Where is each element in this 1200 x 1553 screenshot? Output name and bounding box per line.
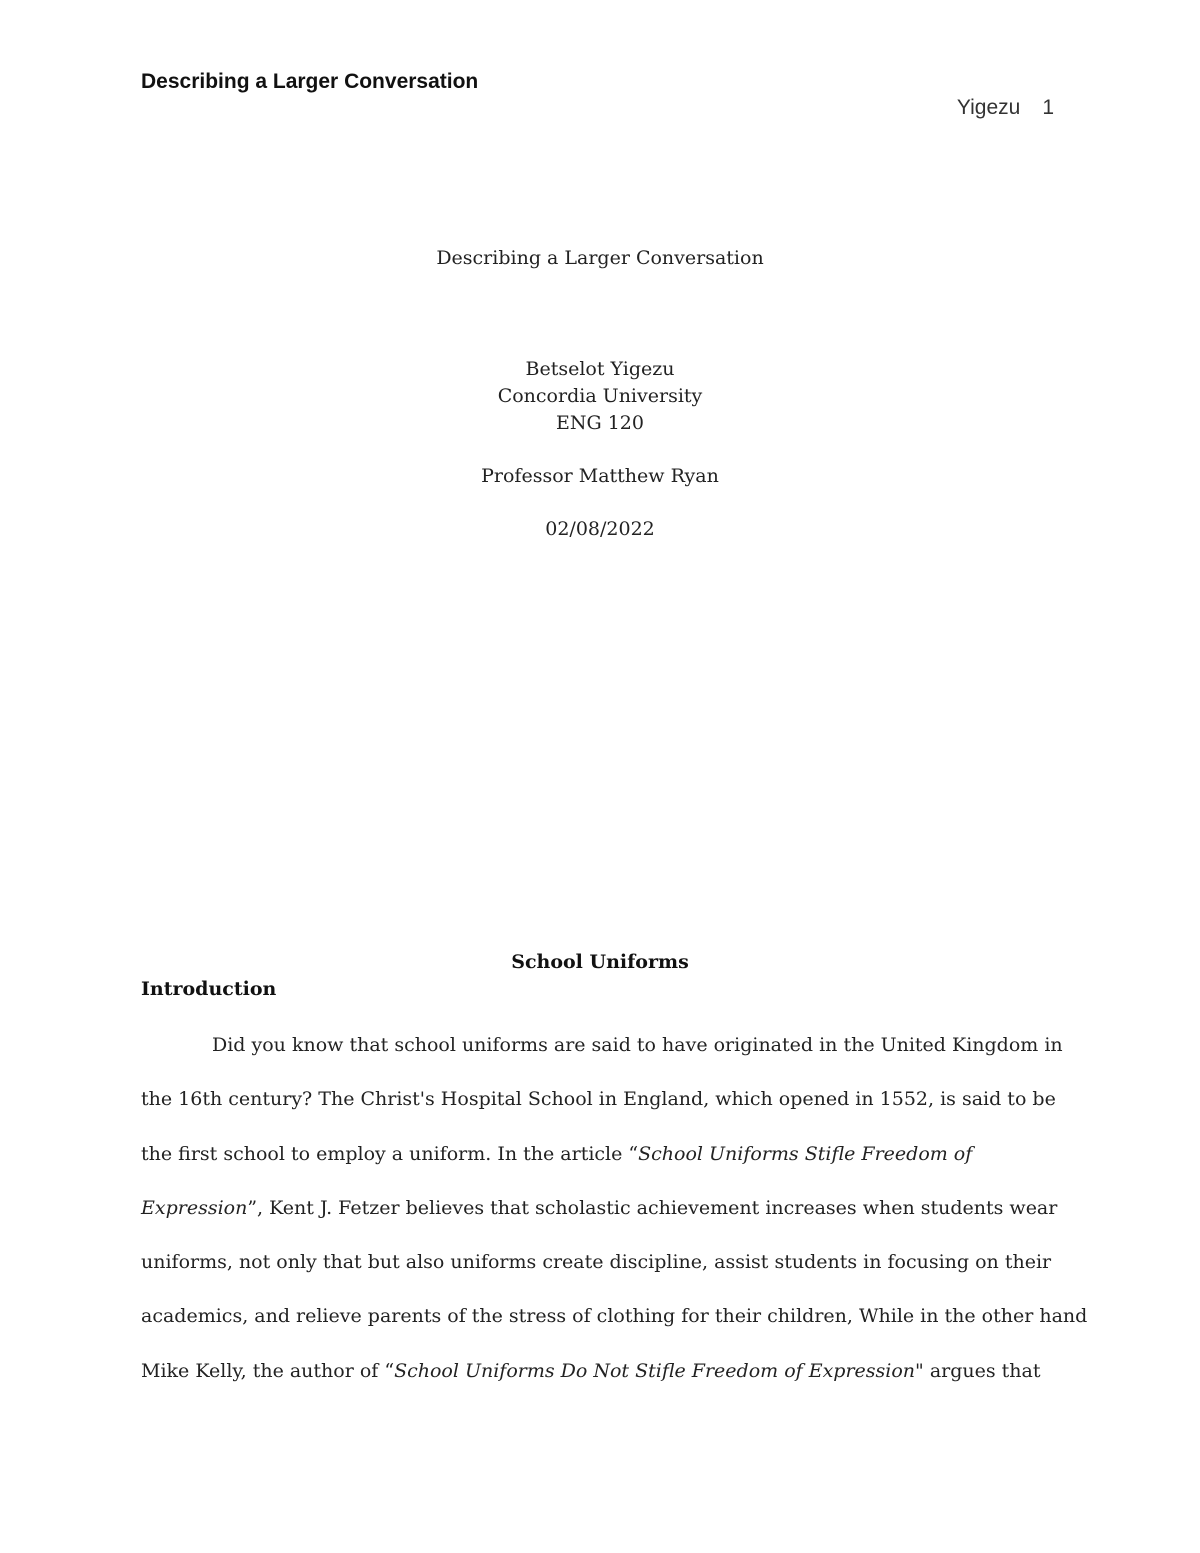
- submission-date: 02/08/2022: [545, 518, 655, 540]
- line-text: the first school to employ a uniform. In the article “: [141, 1142, 639, 1165]
- line-text: ”, Kent J. Fetzer believes that scholastic achievement increases when students wear: [247, 1196, 1058, 1219]
- introduction-paragraph: [141, 1030, 1088, 1410]
- page-number: 1: [1042, 96, 1054, 119]
- course-code: ENG 120: [556, 412, 644, 434]
- author-name: Betselot Yigezu: [525, 358, 675, 380]
- professor-name: Professor Matthew Ryan: [481, 465, 719, 487]
- paragraph-line: the 16th century? The Christ's Hospital School in England, which opened in 1552, is said to be: [141, 1088, 1056, 1111]
- article-title-fetzer-cont: Expression: [141, 1196, 248, 1219]
- title-page-title: Describing a Larger Conversation: [436, 247, 764, 269]
- running-head: [957, 96, 1054, 120]
- paragraph-line: [141, 1193, 1059, 1247]
- line-text: Mike Kelly, the author of “: [141, 1359, 395, 1382]
- article-title-fetzer: School Uniforms Stifle Freedom of: [638, 1142, 973, 1165]
- paragraph-line: Did you know that school uniforms are said to have originated in the United Kingdom in: [212, 1034, 1063, 1056]
- paragraph-line: uniforms, not only that but also uniforms create discipline, assist students in focusing on their: [141, 1251, 1052, 1274]
- line-text: " argues that: [915, 1359, 1041, 1382]
- paragraph-line: academics, and relieve parents of the stress of clothing for their children, While in the other hand: [141, 1305, 1088, 1328]
- essay-title: School Uniforms: [511, 951, 689, 973]
- title-page-author-block: [0, 356, 1200, 437]
- institution-name: Concordia University: [497, 385, 703, 407]
- paragraph-line: [141, 1356, 1059, 1410]
- article-title-kelly: School Uniforms Do Not Stifle Freedom of Expression: [394, 1359, 916, 1382]
- paragraph-line: [141, 1139, 1059, 1193]
- running-head-author: Yigezu: [956, 96, 1021, 119]
- section-heading-introduction: Introduction: [141, 978, 277, 1000]
- document-label: Describing a Larger Conversation: [141, 70, 479, 93]
